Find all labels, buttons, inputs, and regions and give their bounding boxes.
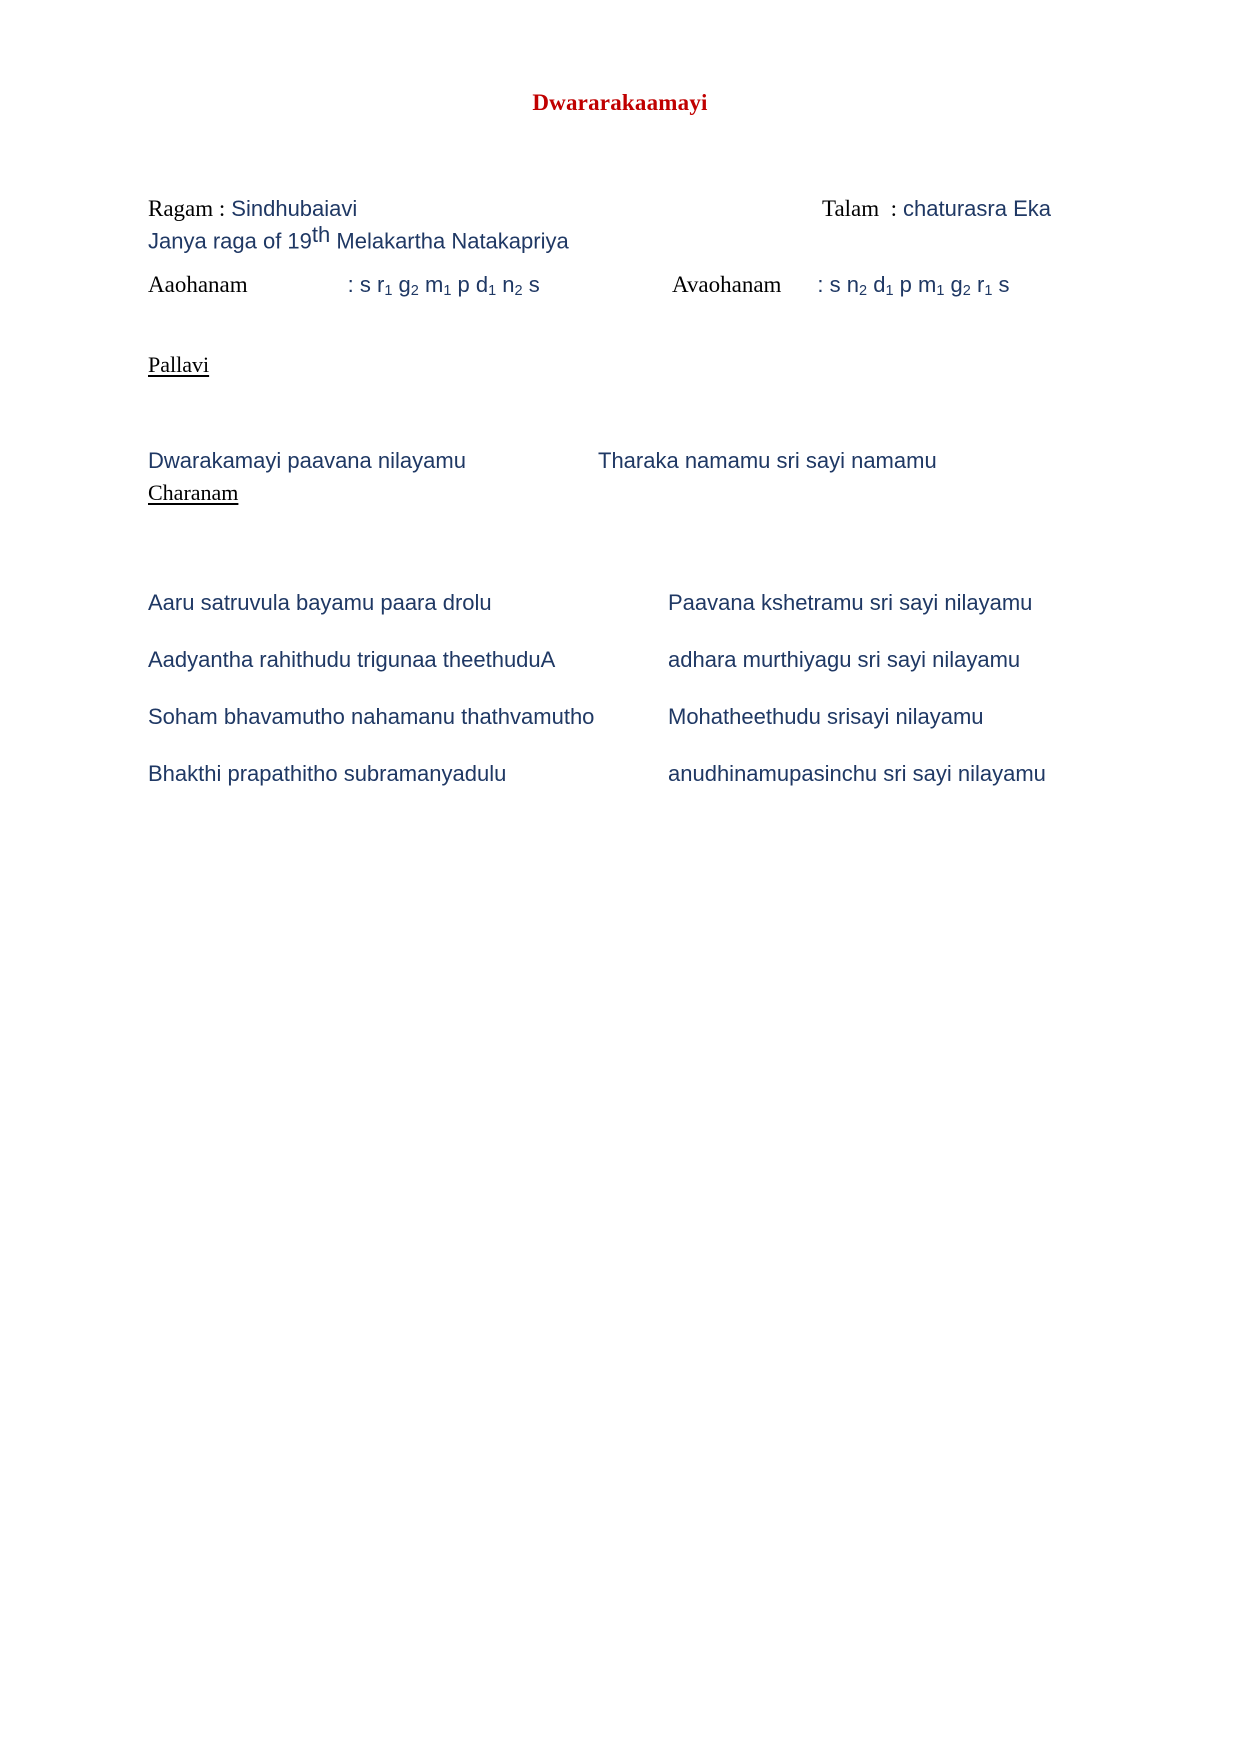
lyric-line-left: Soham bhavamutho nahamanu thathvamutho bbox=[148, 704, 595, 729]
lyric-line-right: Mohatheethudu srisayi nilayamu bbox=[668, 704, 984, 729]
avarohanam-notes bbox=[823, 272, 1010, 300]
swara-note: m bbox=[911, 272, 937, 297]
swara-variant: 1 bbox=[488, 283, 497, 300]
swara-note: s bbox=[353, 272, 371, 297]
lyric-line-left: Bhakthi prapathitho subramanyadulu bbox=[148, 761, 507, 786]
avarohanam-label: Avaohanam bbox=[672, 272, 782, 297]
swara-note: g bbox=[392, 272, 411, 297]
swara-note: g bbox=[944, 272, 963, 297]
swara-note: r bbox=[370, 272, 385, 297]
janya-raga-prefix: Janya raga of 19 bbox=[148, 228, 312, 254]
swara-variant: 1 bbox=[885, 283, 894, 300]
page-title: Dwararakaamayi bbox=[532, 90, 708, 115]
avarohanam-colon: : bbox=[817, 272, 824, 297]
arohanam-colon: : bbox=[347, 272, 354, 297]
swara-variant: 1 bbox=[936, 283, 945, 300]
swara-variant: 2 bbox=[859, 283, 868, 300]
talam-value: chaturasra Eka bbox=[903, 196, 1051, 221]
lyric-line-right: adhara murthiyagu sri sayi nilayamu bbox=[668, 647, 1021, 672]
lyric-line-right: anudhinamupasinchu sri sayi nilayamu bbox=[668, 761, 1046, 786]
lyric-line-right: Paavana kshetramu sri sayi nilayamu bbox=[668, 590, 1033, 615]
swara-note: n bbox=[840, 272, 860, 297]
talam-row bbox=[822, 196, 1051, 222]
lyric-line-right: Tharaka namamu sri sayi namamu bbox=[598, 448, 937, 473]
swara-note: s bbox=[992, 272, 1010, 297]
swara-variant: 1 bbox=[443, 283, 452, 300]
swara-variant: 2 bbox=[962, 283, 971, 300]
ragam-row bbox=[148, 196, 357, 222]
arohanam-notes bbox=[353, 272, 540, 300]
swara-note: d bbox=[867, 272, 886, 297]
janya-raga-ordinal: th bbox=[311, 222, 331, 247]
swara-note: d bbox=[469, 272, 489, 297]
swara-variant: 1 bbox=[384, 283, 393, 300]
lyric-line-left: Dwarakamayi paavana nilayamu bbox=[148, 448, 466, 473]
arohanam-row bbox=[148, 272, 540, 298]
avarohanam-row bbox=[672, 272, 1010, 298]
swara-note: p bbox=[451, 272, 470, 297]
swara-variant: 1 bbox=[984, 283, 993, 300]
swara-variant: 2 bbox=[514, 283, 523, 300]
swara-note: p bbox=[893, 272, 912, 297]
lyric-line-left: Aadyantha rahithudu trigunaa theethuduA bbox=[148, 647, 556, 672]
pallavi-heading: Pallavi bbox=[148, 352, 210, 377]
swara-note: r bbox=[970, 272, 985, 297]
lyric-line-left: Aaru satruvula bayamu paara drolu bbox=[148, 590, 492, 615]
swara-note: n bbox=[496, 272, 515, 297]
swara-note: s bbox=[823, 272, 841, 297]
janya-raga-suffix: Melakartha Natakapriya bbox=[330, 228, 569, 254]
swara-variant: 2 bbox=[410, 283, 419, 300]
janya-raga-row bbox=[148, 222, 569, 254]
ragam-label: Ragam : bbox=[148, 196, 226, 221]
swara-note: m bbox=[418, 272, 444, 297]
ragam-value: Sindhubaiavi bbox=[231, 196, 358, 221]
talam-label: Talam : bbox=[822, 196, 898, 221]
arohanam-label: Aaohanam bbox=[148, 272, 248, 297]
charanam-heading: Charanam bbox=[148, 480, 239, 505]
swara-note: s bbox=[522, 272, 540, 297]
